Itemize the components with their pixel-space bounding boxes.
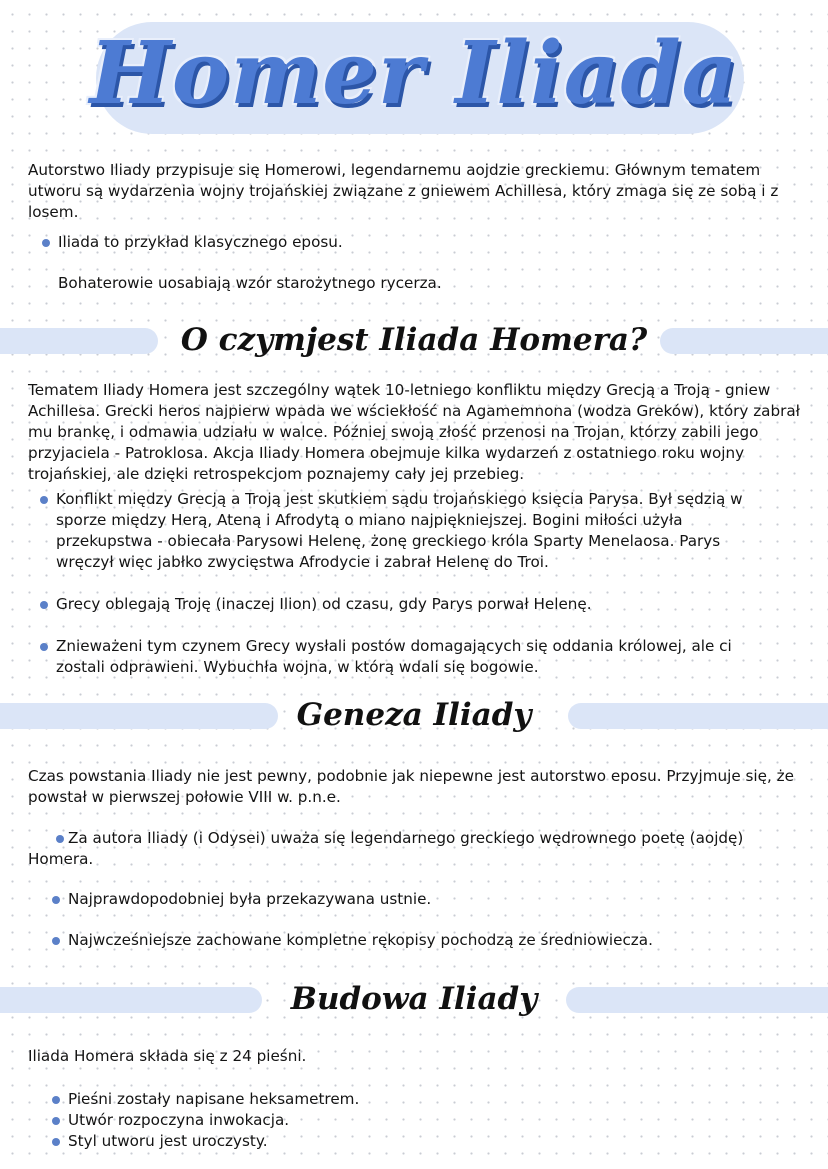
intro-paragraph [28,160,800,223]
bullet-dot [40,496,48,504]
about-paragraph: Tematem Iliady Homera jest szczególny wątek 10-letniego konfliktu między Grecją a Troją - gniew Achillesa. Grecki heros najpierw wpada we wściekłość na Agamemnona (wodza Greków), który zabrał mu brankę, i odmawia udziału w walce. Później swoją złość przenosi na Trojan, którzy zabili jego przyjaciela - Patroklosa. Akcja Iliady Homera obejmuje kilka wydarzeń z ostatniego roku wojny trojańskiej, ale dzięki retrospekcjom poznajemy cały jej przebieg. [28,381,800,483]
bullet-dot [52,1138,60,1146]
section-title: Geneza Iliady [296,697,532,733]
bullet-dot [52,1096,60,1104]
bullet-dot [52,937,60,945]
list-item: Grecy oblegają Troję (inaczej Ilion) od czasu, gdy Parys porwał Helenę. [38,594,778,615]
main-title-text: Homer Iliada [89,23,739,124]
section-heading-genesis [0,693,828,737]
intro-note: Bohaterowie uosabiają wzór starożytnego rycerza. [58,274,442,292]
section-heading-about [0,318,828,362]
about-bullet-1 [38,489,778,573]
bullet-dot [52,896,60,904]
list-item: Znieważeni tym czynem Grecy wysłali postów domagających się oddania królowej, ale ci zostali odprawieni. Wybuchła wojna, w którą wdali się bogowie. [38,636,778,678]
list-item: Najwcześniejsze zachowane kompletne rękopisy pochodzą ze średniowiecza. [50,930,790,951]
bullet-dot [56,835,64,843]
structure-paragraph: Iliada Homera składa się z 24 pieśni. [28,1047,307,1065]
structure-bullets [50,1089,790,1152]
section-title: Budowa Iliady [290,981,538,1017]
section-title: O czymjest Iliada Homera? [180,322,648,358]
intro-text: Autorstwo Iliady przypisuje się Homerowi, legendarnemu aojdzie greckiemu. Głównym tematem utworu są wydarzenia wojny trojańskiej związane z gniewem Achillesa, który zmaga się ze sobą i z losem. [28,161,779,221]
bullet-dot [42,239,50,247]
list-item: Utwór rozpoczyna inwokacja. [50,1110,790,1131]
bullet-dot [40,643,48,651]
genesis-bullet-2 [50,889,790,910]
section-heading-structure [0,977,828,1021]
genesis-bullet-1 [28,828,788,870]
about-bullet-3 [38,636,778,678]
genesis-paragraph: Czas powstania Iliady nie jest pewny, podobnie jak niepewne jest autorstwo eposu. Przyjmuje się, że powstał w pierwszej połowie VIII w. p.n.e. [28,767,794,806]
list-item: Pieśni zostały napisane heksametrem. [50,1089,790,1110]
list-item: Iliada to przykład klasycznego eposu. [40,232,800,253]
list-item: Za autora Iliady (i Odysei) uważa się legendarnego greckiego wędrownego poetę (aojdę) Homera. [28,829,744,868]
list-item: Styl utworu jest uroczysty. [50,1131,790,1152]
bullet-dot [40,601,48,609]
intro-bullet [40,232,800,253]
bullet-dot [52,1117,60,1125]
main-title [0,4,828,144]
list-item: Najprawdopodobniej była przekazywana ustnie. [50,889,790,910]
genesis-bullet-3 [50,930,790,951]
about-bullet-2 [38,594,778,615]
list-item: Konflikt między Grecją a Troją jest skutkiem sądu trojańskiego księcia Parysa. Był sędzią w sporze między Herą, Ateną i Afrodytą o miano najpiękniejszej. Bogini miłości użyła przekupstwa - obiecała Parysowi Helenę, żonę greckiego króla Sparty Menelaosa. Parys wręczył więc jabłko zwycięstwa Afrodycie i zabrał Helenę do Troi. [38,489,778,573]
